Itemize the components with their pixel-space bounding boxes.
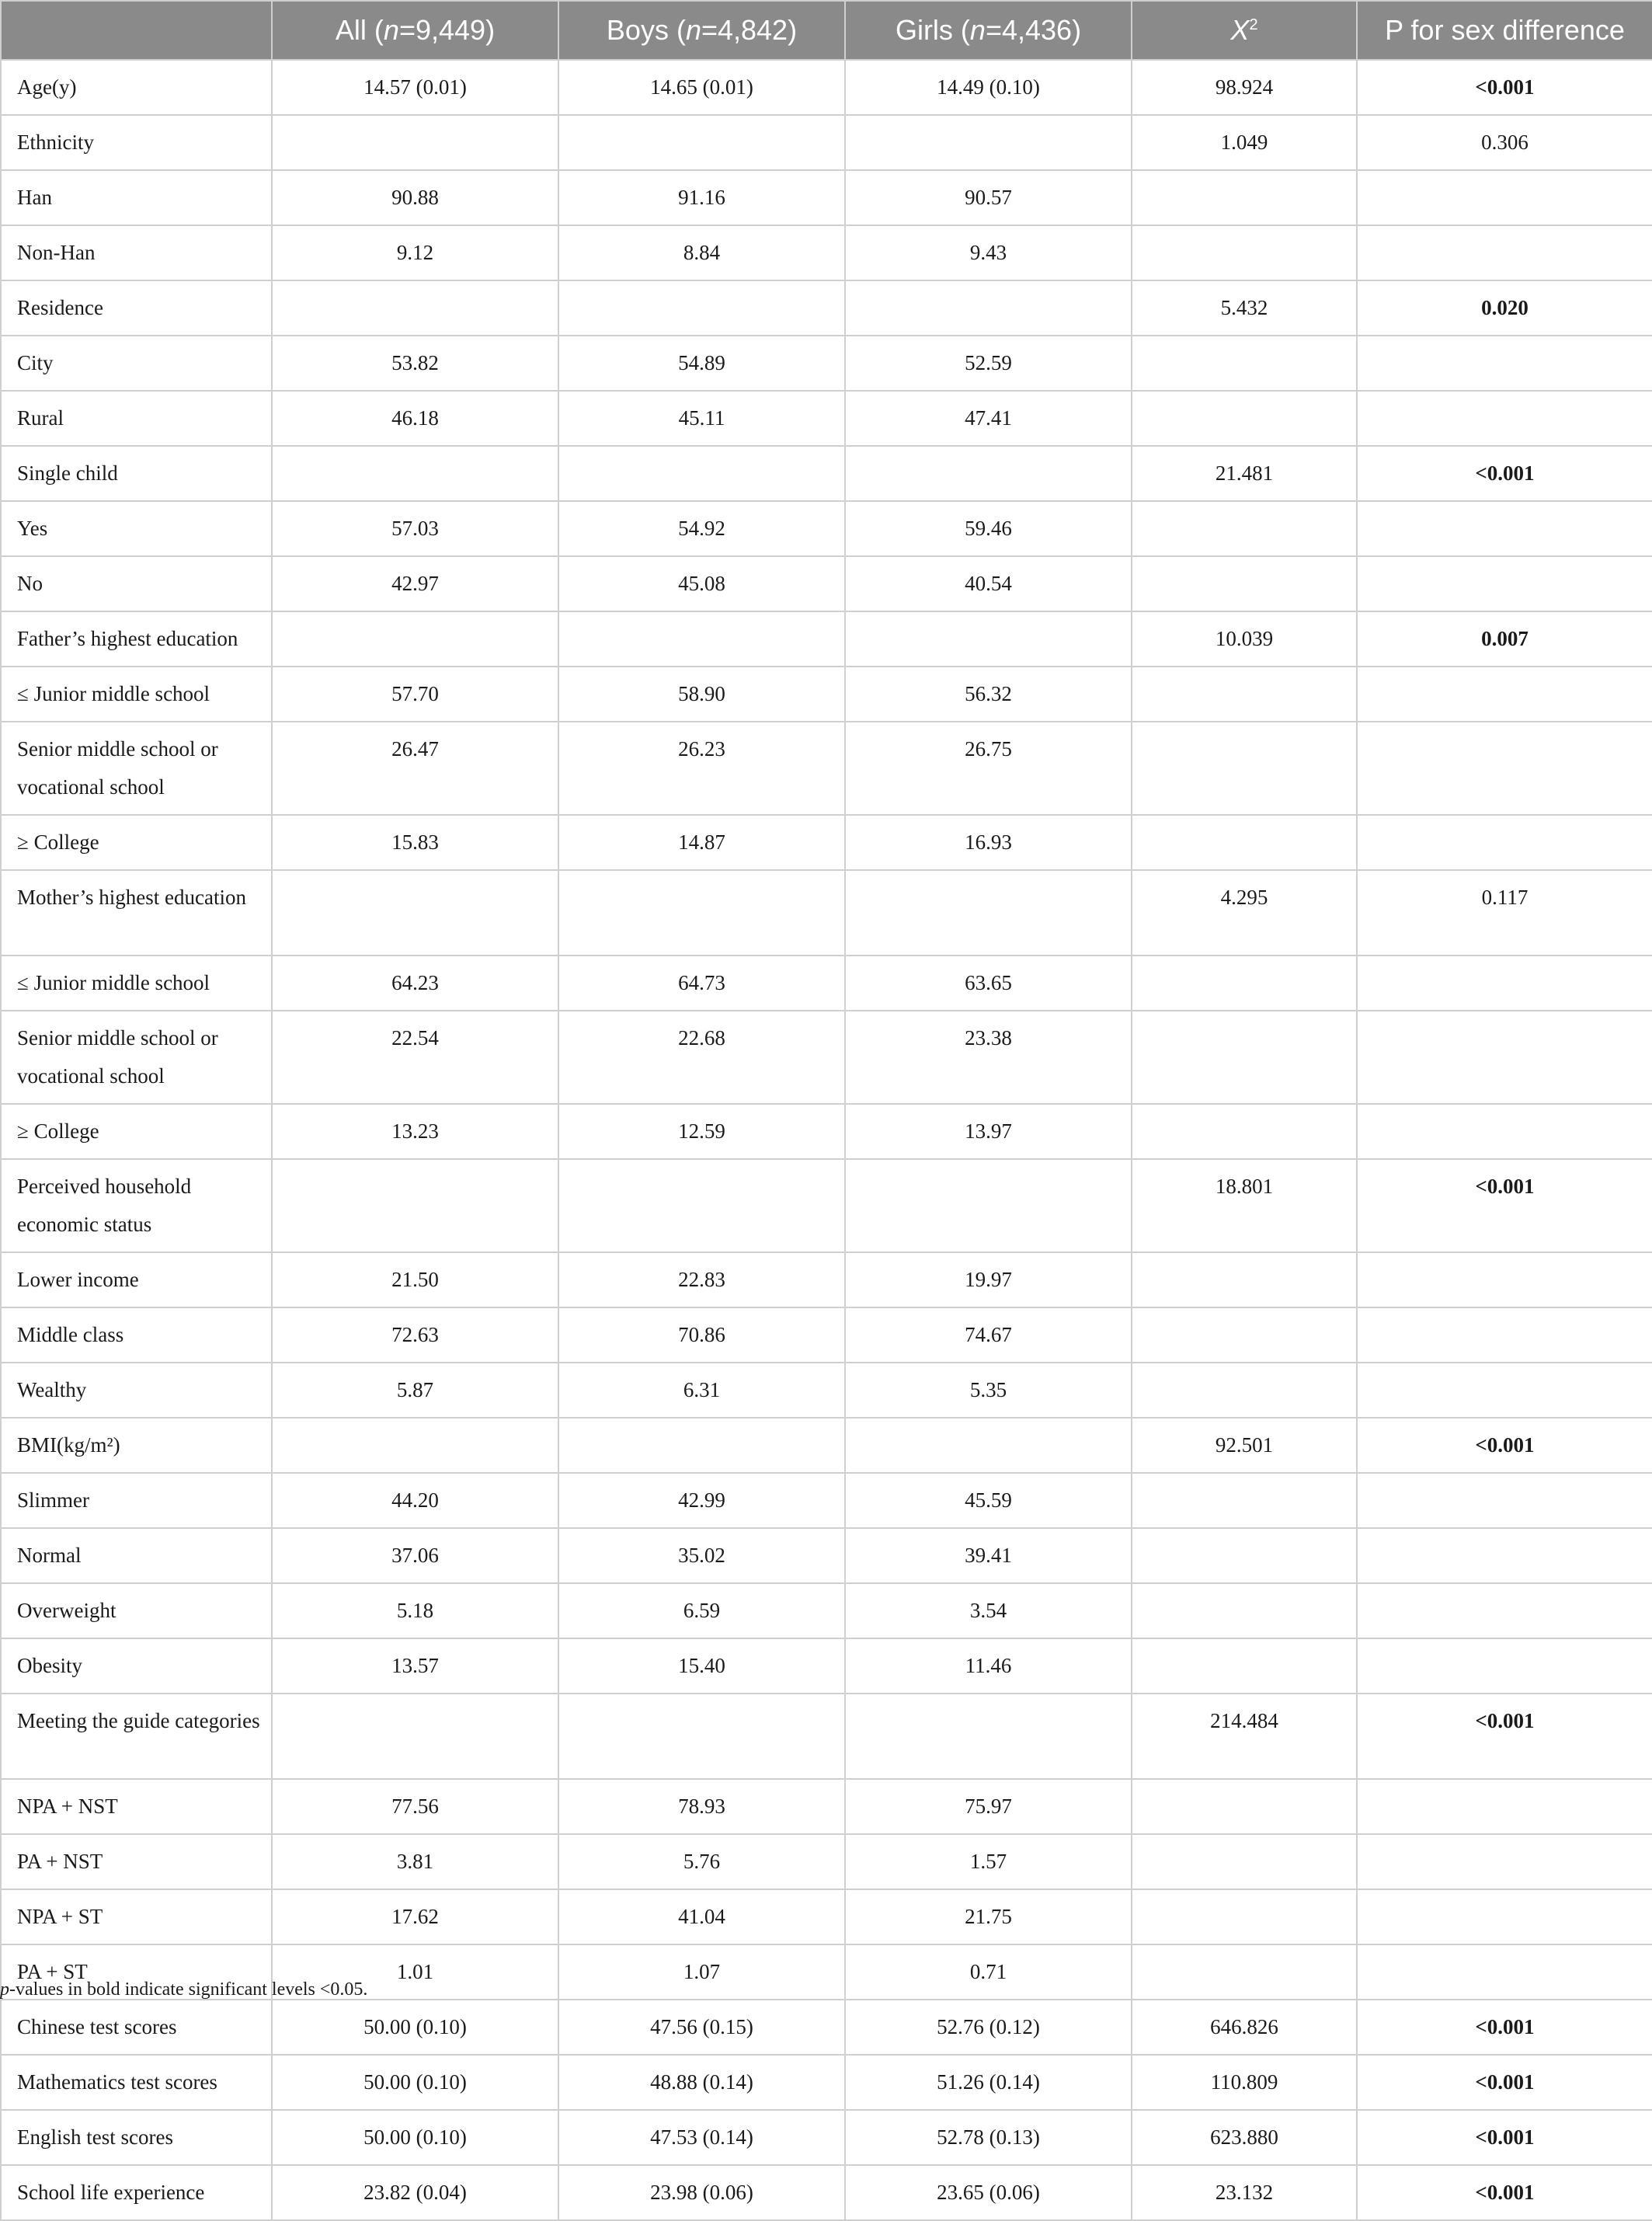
cell-boys: 42.99 — [558, 1473, 845, 1528]
cell-chi-square — [1132, 170, 1357, 225]
row-label: Chinese test scores — [1, 2000, 272, 2055]
cell-girls: 47.41 — [845, 391, 1132, 446]
cell-all: 9.12 — [272, 225, 558, 280]
cell-boys — [558, 1159, 845, 1252]
cell-girls: 5.35 — [845, 1363, 1132, 1418]
table-row — [1, 1779, 1652, 1834]
cell-all: 64.23 — [272, 956, 558, 1011]
cell-chi-square — [1132, 722, 1357, 815]
cell-boys: 54.92 — [558, 501, 845, 556]
cell-girls — [845, 611, 1132, 667]
cell-p-value — [1357, 225, 1652, 280]
table-row — [1, 1473, 1652, 1528]
cell-girls: 1.57 — [845, 1834, 1132, 1889]
header-girls: Girls (n=4,436) — [845, 1, 1132, 60]
cell-p-value — [1357, 556, 1652, 611]
cell-all: 46.18 — [272, 391, 558, 446]
cell-girls — [845, 280, 1132, 336]
table-row — [1, 722, 1652, 815]
row-label: NPA + ST — [1, 1889, 272, 1944]
row-label: Wealthy — [1, 1363, 272, 1418]
cell-p-value — [1357, 170, 1652, 225]
cell-chi-square: 623.880 — [1132, 2110, 1357, 2165]
cell-boys: 35.02 — [558, 1528, 845, 1583]
cell-all: 26.47 — [272, 722, 558, 815]
cell-all: 13.57 — [272, 1638, 558, 1694]
row-label: Mother’s highest education — [1, 870, 272, 956]
cell-boys: 48.88 (0.14) — [558, 2055, 845, 2110]
cell-boys — [558, 611, 845, 667]
cell-p-value — [1357, 722, 1652, 815]
cell-all — [272, 1159, 558, 1252]
cell-boys: 6.31 — [558, 1363, 845, 1418]
cell-girls — [845, 115, 1132, 170]
row-label: PA + ST — [1, 1944, 272, 2000]
table-row — [1, 60, 1652, 115]
row-label: Single child — [1, 446, 272, 501]
cell-all: 42.97 — [272, 556, 558, 611]
table-row — [1, 1307, 1652, 1363]
table-row — [1, 1583, 1652, 1638]
cell-boys: 64.73 — [558, 956, 845, 1011]
table-row — [1, 1889, 1652, 1944]
cell-chi-square: 4.295 — [1132, 870, 1357, 956]
header-p-sex-difference: P for sex difference — [1357, 1, 1652, 60]
cell-chi-square: 1.049 — [1132, 115, 1357, 170]
cell-p-value — [1357, 1834, 1652, 1889]
cell-p-value — [1357, 1252, 1652, 1307]
cell-p-value — [1357, 501, 1652, 556]
cell-all: 72.63 — [272, 1307, 558, 1363]
cell-all — [272, 870, 558, 956]
cell-chi-square — [1132, 1638, 1357, 1694]
cell-all — [272, 115, 558, 170]
row-label: Obesity — [1, 1638, 272, 1694]
cell-boys: 78.93 — [558, 1779, 845, 1834]
table-row — [1, 1363, 1652, 1418]
row-label: Yes — [1, 501, 272, 556]
table-row — [1, 1159, 1652, 1252]
cell-p-value — [1357, 1104, 1652, 1159]
cell-girls: 9.43 — [845, 225, 1132, 280]
table-body — [1, 60, 1652, 2220]
cell-boys — [558, 280, 845, 336]
cell-boys — [558, 446, 845, 501]
cell-girls: 11.46 — [845, 1638, 1132, 1694]
table-row — [1, 1528, 1652, 1583]
cell-all: 1.01 — [272, 1944, 558, 2000]
cell-all: 50.00 (0.10) — [272, 2000, 558, 2055]
cell-boys: 91.16 — [558, 170, 845, 225]
cell-chi-square — [1132, 667, 1357, 722]
cell-p-value: <0.001 — [1357, 1418, 1652, 1473]
cell-chi-square: 110.809 — [1132, 2055, 1357, 2110]
cell-chi-square — [1132, 1583, 1357, 1638]
cell-boys: 45.08 — [558, 556, 845, 611]
cell-chi-square — [1132, 1363, 1357, 1418]
cell-girls: 45.59 — [845, 1473, 1132, 1528]
table-row — [1, 225, 1652, 280]
cell-boys: 41.04 — [558, 1889, 845, 1944]
cell-p-value: <0.001 — [1357, 2000, 1652, 2055]
cell-boys: 1.07 — [558, 1944, 845, 2000]
cell-girls: 74.67 — [845, 1307, 1132, 1363]
cell-girls: 3.54 — [845, 1583, 1132, 1638]
cell-girls — [845, 446, 1132, 501]
table-row — [1, 2000, 1652, 2055]
cell-all: 22.54 — [272, 1011, 558, 1104]
cell-chi-square — [1132, 815, 1357, 870]
cell-boys: 23.98 (0.06) — [558, 2165, 845, 2220]
cell-p-value — [1357, 1528, 1652, 1583]
cell-p-value — [1357, 1779, 1652, 1834]
row-label: Perceived household economic status — [1, 1159, 272, 1252]
cell-chi-square: 18.801 — [1132, 1159, 1357, 1252]
cell-chi-square: 92.501 — [1132, 1418, 1357, 1473]
cell-girls: 63.65 — [845, 956, 1132, 1011]
row-label: ≤ Junior middle school — [1, 956, 272, 1011]
cell-p-value — [1357, 667, 1652, 722]
table-row — [1, 170, 1652, 225]
cell-p-value — [1357, 1011, 1652, 1104]
table-row — [1, 1834, 1652, 1889]
cell-p-value: <0.001 — [1357, 2055, 1652, 2110]
cell-all: 3.81 — [272, 1834, 558, 1889]
cell-girls: 75.97 — [845, 1779, 1132, 1834]
cell-all: 5.18 — [272, 1583, 558, 1638]
cell-all: 57.03 — [272, 501, 558, 556]
cell-boys: 12.59 — [558, 1104, 845, 1159]
table-row — [1, 501, 1652, 556]
header-boys: Boys (n=4,842) — [558, 1, 845, 60]
cell-all — [272, 280, 558, 336]
cell-p-value — [1357, 1307, 1652, 1363]
header-chi-square: $X^2$ — [1132, 1, 1357, 60]
cell-girls: 19.97 — [845, 1252, 1132, 1307]
cell-girls: 21.75 — [845, 1889, 1132, 1944]
cell-all: 53.82 — [272, 336, 558, 391]
cell-girls: 51.26 (0.14) — [845, 2055, 1132, 2110]
table-row — [1, 115, 1652, 170]
row-label: ≤ Junior middle school — [1, 667, 272, 722]
cell-girls: 40.54 — [845, 556, 1132, 611]
cell-p-value: <0.001 — [1357, 1694, 1652, 1779]
cell-all: 90.88 — [272, 170, 558, 225]
table-row — [1, 556, 1652, 611]
cell-boys: 14.65 (0.01) — [558, 60, 845, 115]
cell-p-value — [1357, 1638, 1652, 1694]
table-row — [1, 336, 1652, 391]
cell-chi-square — [1132, 1528, 1357, 1583]
cell-girls: 16.93 — [845, 815, 1132, 870]
cell-girls: 13.97 — [845, 1104, 1132, 1159]
table-row — [1, 956, 1652, 1011]
cell-girls: 26.75 — [845, 722, 1132, 815]
cell-girls: 39.41 — [845, 1528, 1132, 1583]
cell-p-value: <0.001 — [1357, 446, 1652, 501]
row-label: Age(y) — [1, 60, 272, 115]
cell-girls — [845, 1694, 1132, 1779]
table-footnote: p-values in bold indicate significant levels <0.05. — [0, 1979, 368, 2000]
cell-p-value — [1357, 1363, 1652, 1418]
cell-girls — [845, 870, 1132, 956]
cell-chi-square — [1132, 1779, 1357, 1834]
row-label: Rural — [1, 391, 272, 446]
row-label: Meeting the guide categories — [1, 1694, 272, 1779]
row-label: Mathematics test scores — [1, 2055, 272, 2110]
cell-boys: 70.86 — [558, 1307, 845, 1363]
cell-boys — [558, 870, 845, 956]
cell-all: 77.56 — [272, 1779, 558, 1834]
cell-chi-square — [1132, 336, 1357, 391]
row-label: ≥ College — [1, 815, 272, 870]
cell-girls: 52.59 — [845, 336, 1132, 391]
row-label: Normal — [1, 1528, 272, 1583]
cell-boys: 6.59 — [558, 1583, 845, 1638]
cell-chi-square — [1132, 225, 1357, 280]
cell-chi-square — [1132, 1307, 1357, 1363]
table-row — [1, 1011, 1652, 1104]
cell-p-value: 0.117 — [1357, 870, 1652, 956]
cell-boys: 58.90 — [558, 667, 845, 722]
row-label: School life experience — [1, 2165, 272, 2220]
table-row — [1, 1694, 1652, 1779]
row-label: Overweight — [1, 1583, 272, 1638]
cell-girls: 0.71 — [845, 1944, 1132, 2000]
cell-girls: 52.76 (0.12) — [845, 2000, 1132, 2055]
row-label: Residence — [1, 280, 272, 336]
cell-girls: 90.57 — [845, 170, 1132, 225]
cell-all: 17.62 — [272, 1889, 558, 1944]
cell-boys — [558, 1694, 845, 1779]
cell-all: 5.87 — [272, 1363, 558, 1418]
table-row — [1, 1418, 1652, 1473]
table-row — [1, 2055, 1652, 2110]
cell-p-value — [1357, 956, 1652, 1011]
table-row — [1, 2110, 1652, 2165]
cell-all — [272, 446, 558, 501]
cell-boys: 5.76 — [558, 1834, 845, 1889]
cell-chi-square: 214.484 — [1132, 1694, 1357, 1779]
cell-all: 50.00 (0.10) — [272, 2055, 558, 2110]
cell-p-value — [1357, 1473, 1652, 1528]
cell-all: 50.00 (0.10) — [272, 2110, 558, 2165]
row-label: Slimmer — [1, 1473, 272, 1528]
cell-chi-square: 10.039 — [1132, 611, 1357, 667]
table-row — [1, 870, 1652, 956]
cell-all: 23.82 (0.04) — [272, 2165, 558, 2220]
cell-boys: 47.53 (0.14) — [558, 2110, 845, 2165]
header-row — [1, 1, 1652, 60]
row-label: Non-Han — [1, 225, 272, 280]
cell-girls: 23.38 — [845, 1011, 1132, 1104]
row-label: Lower income — [1, 1252, 272, 1307]
cell-chi-square — [1132, 556, 1357, 611]
row-label: BMI(kg/m²) — [1, 1418, 272, 1473]
cell-chi-square — [1132, 1473, 1357, 1528]
cell-all — [272, 611, 558, 667]
cell-all: 44.20 — [272, 1473, 558, 1528]
cell-all — [272, 1418, 558, 1473]
cell-chi-square: 23.132 — [1132, 2165, 1357, 2220]
row-label: Han — [1, 170, 272, 225]
cell-p-value: 0.020 — [1357, 280, 1652, 336]
cell-boys: 14.87 — [558, 815, 845, 870]
cell-boys: 15.40 — [558, 1638, 845, 1694]
cell-p-value — [1357, 336, 1652, 391]
row-label: PA + NST — [1, 1834, 272, 1889]
cell-chi-square — [1132, 391, 1357, 446]
cell-p-value: 0.306 — [1357, 115, 1652, 170]
cell-p-value: 0.007 — [1357, 611, 1652, 667]
cell-p-value — [1357, 1889, 1652, 1944]
row-label: No — [1, 556, 272, 611]
cell-all: 37.06 — [272, 1528, 558, 1583]
cell-chi-square: 646.826 — [1132, 2000, 1357, 2055]
row-label: City — [1, 336, 272, 391]
row-label: English test scores — [1, 2110, 272, 2165]
cell-boys: 54.89 — [558, 336, 845, 391]
row-label: Father’s highest education — [1, 611, 272, 667]
table-row — [1, 1252, 1652, 1307]
row-label: Senior middle school or vocational school — [1, 722, 272, 815]
cell-boys: 47.56 (0.15) — [558, 2000, 845, 2055]
cell-chi-square — [1132, 1834, 1357, 1889]
cell-all: 57.70 — [272, 667, 558, 722]
cell-girls: 14.49 (0.10) — [845, 60, 1132, 115]
row-label: Senior middle school or vocational school — [1, 1011, 272, 1104]
cell-all: 13.23 — [272, 1104, 558, 1159]
cell-boys: 45.11 — [558, 391, 845, 446]
row-label: NPA + NST — [1, 1779, 272, 1834]
cell-chi-square — [1132, 956, 1357, 1011]
cell-boys: 22.83 — [558, 1252, 845, 1307]
cell-boys: 22.68 — [558, 1011, 845, 1104]
cell-chi-square — [1132, 501, 1357, 556]
row-label: Ethnicity — [1, 115, 272, 170]
cell-girls: 23.65 (0.06) — [845, 2165, 1132, 2220]
cell-p-value — [1357, 815, 1652, 870]
table-row — [1, 815, 1652, 870]
cell-girls — [845, 1418, 1132, 1473]
header-variable — [1, 1, 272, 60]
table-row — [1, 1104, 1652, 1159]
cell-chi-square — [1132, 1944, 1357, 2000]
cell-chi-square: 5.432 — [1132, 280, 1357, 336]
row-label: ≥ College — [1, 1104, 272, 1159]
cell-girls: 59.46 — [845, 501, 1132, 556]
cell-girls — [845, 1159, 1132, 1252]
cell-chi-square — [1132, 1104, 1357, 1159]
cell-chi-square — [1132, 1011, 1357, 1104]
table-row — [1, 391, 1652, 446]
cell-p-value: <0.001 — [1357, 2110, 1652, 2165]
cell-boys: 8.84 — [558, 225, 845, 280]
cell-all: 14.57 (0.01) — [272, 60, 558, 115]
cell-girls: 56.32 — [845, 667, 1132, 722]
cell-all: 21.50 — [272, 1252, 558, 1307]
cell-boys — [558, 1418, 845, 1473]
header-all: All (n=9,449) — [272, 1, 558, 60]
cell-girls: 52.78 (0.13) — [845, 2110, 1132, 2165]
cell-p-value: <0.001 — [1357, 2165, 1652, 2220]
cell-all: 15.83 — [272, 815, 558, 870]
cell-p-value: <0.001 — [1357, 1159, 1652, 1252]
cell-p-value — [1357, 391, 1652, 446]
row-label: Middle class — [1, 1307, 272, 1363]
table-row — [1, 667, 1652, 722]
cell-boys: 26.23 — [558, 722, 845, 815]
table-row — [1, 1638, 1652, 1694]
table-row — [1, 2165, 1652, 2220]
cell-chi-square — [1132, 1252, 1357, 1307]
cell-p-value — [1357, 1944, 1652, 2000]
table-row — [1, 280, 1652, 336]
cell-chi-square: 98.924 — [1132, 60, 1357, 115]
cell-chi-square — [1132, 1889, 1357, 1944]
cell-chi-square: 21.481 — [1132, 446, 1357, 501]
table-row — [1, 446, 1652, 501]
table-row — [1, 611, 1652, 667]
cell-all — [272, 1694, 558, 1779]
cell-p-value — [1357, 1583, 1652, 1638]
cell-p-value: <0.001 — [1357, 60, 1652, 115]
cell-boys — [558, 115, 845, 170]
